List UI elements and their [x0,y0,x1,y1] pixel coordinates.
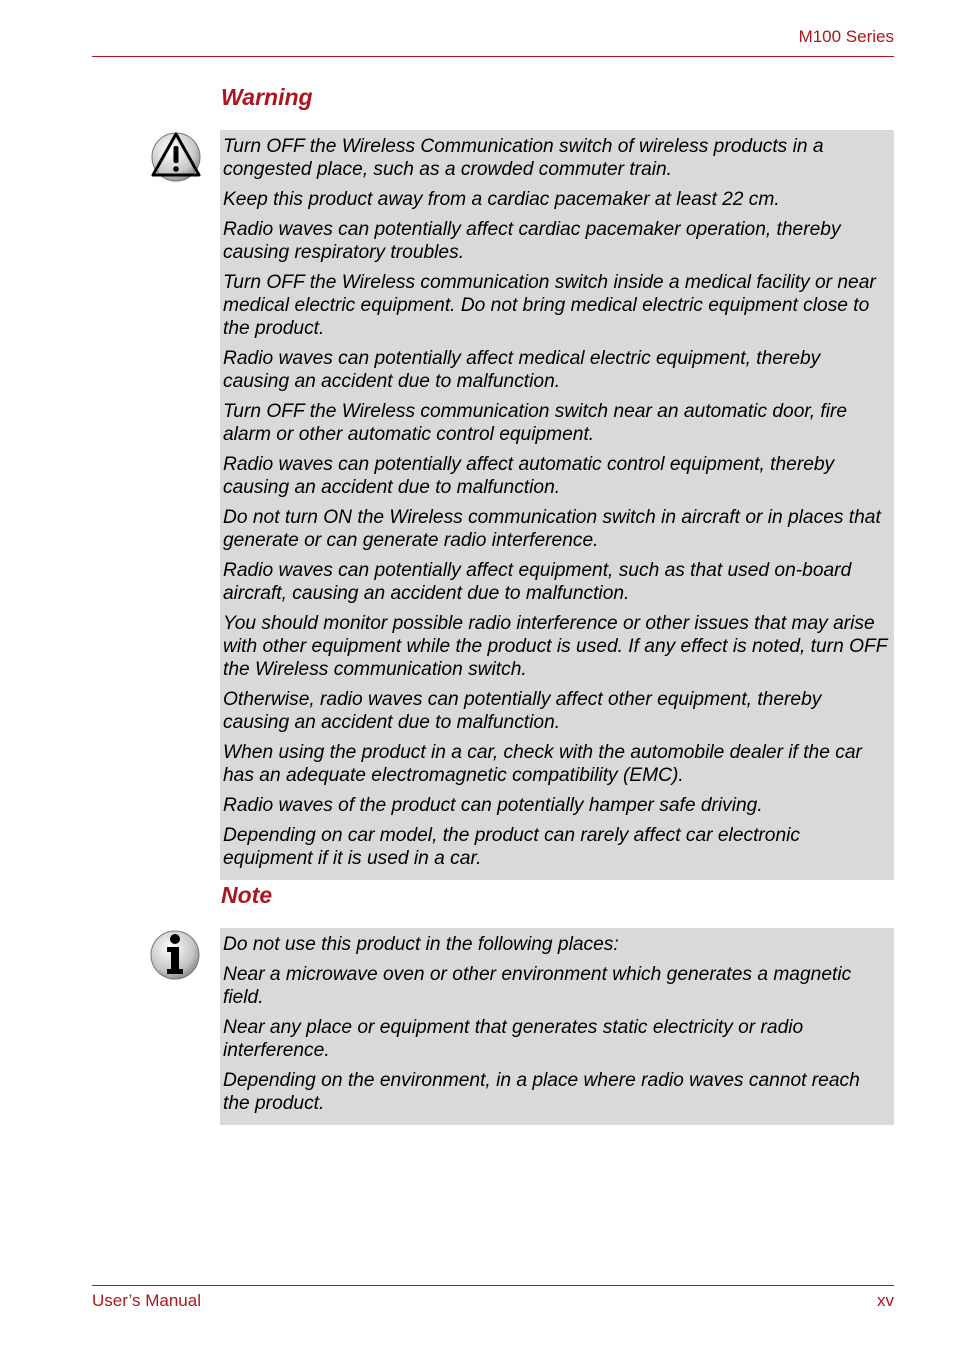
warning-paragraph: Depending on car model, the product can rarely affect car electronic equipment if it is used in a car. [223,825,801,869]
header-title: M100 Series [798,27,894,46]
warning-box [220,130,894,880]
warning-paragraph: Turn OFF the Wireless communication switch inside a medical facility or near medical electric equipment. Do not bring medical electric equipment close to the product. [223,272,876,339]
warning-paragraph: Radio waves can potentially affect cardiac pacemaker operation, thereby causing respiratory troubles. [223,219,841,263]
warning-paragraph: Radio waves can potentially affect medical electric equipment, thereby causing an accident due to malfunction. [223,348,821,392]
warning-paragraph: Keep this product away from a cardiac pacemaker at least 22 cm. [223,189,780,210]
warning-paragraph: When using the product in a car, check with the automobile dealer if the car has an adequate electromagnetic compatibility (EMC). [223,742,862,786]
warning-paragraph: Otherwise, radio waves can potentially affect other equipment, thereby causing an accident due to malfunction. [223,689,822,733]
note-title: Note [221,882,273,908]
warning-triangle-icon [150,130,202,182]
warning-paragraph: You should monitor possible radio interference or other issues that may arise with other equipment while the product is used. If any effect is noted, turn OFF the Wireless communication switch. [223,613,888,680]
page-number: xv [877,1291,894,1310]
note-paragraph: Near any place or equipment that generates static electricity or radio interference. [223,1017,804,1061]
footer-manual-label: User’s Manual [92,1291,201,1310]
note-paragraph: Do not use this product in the following places: [223,934,619,955]
note-paragraph: Near a microwave oven or other environment which generates a magnetic field. [223,964,852,1008]
footer-rule [92,1285,894,1286]
warning-paragraph: Radio waves can potentially affect automatic control equipment, thereby causing an accident due to malfunction. [223,454,835,498]
warning-paragraph: Do not turn ON the Wireless communication switch in aircraft or in places that generate or can generate radio interference. [223,507,881,551]
warning-paragraph: Radio waves can potentially affect equipment, such as that used on-board aircraft, causing an accident due to malfunction. [223,560,852,604]
header-rule [92,56,894,57]
warning-paragraph: Radio waves of the product can potentially hamper safe driving. [223,795,763,816]
warning-paragraph: Turn OFF the Wireless Communication switch of wireless products in a congested place, such as a crowded commuter train. [223,136,824,180]
warning-paragraph: Turn OFF the Wireless communication switch near an automatic door, fire alarm or other automatic control equipment. [223,401,848,445]
note-paragraph: Depending on the environment, in a place where radio waves cannot reach the product. [223,1070,860,1114]
note-box [220,928,894,1125]
warning-title: Warning [221,84,313,110]
info-icon [150,928,202,980]
